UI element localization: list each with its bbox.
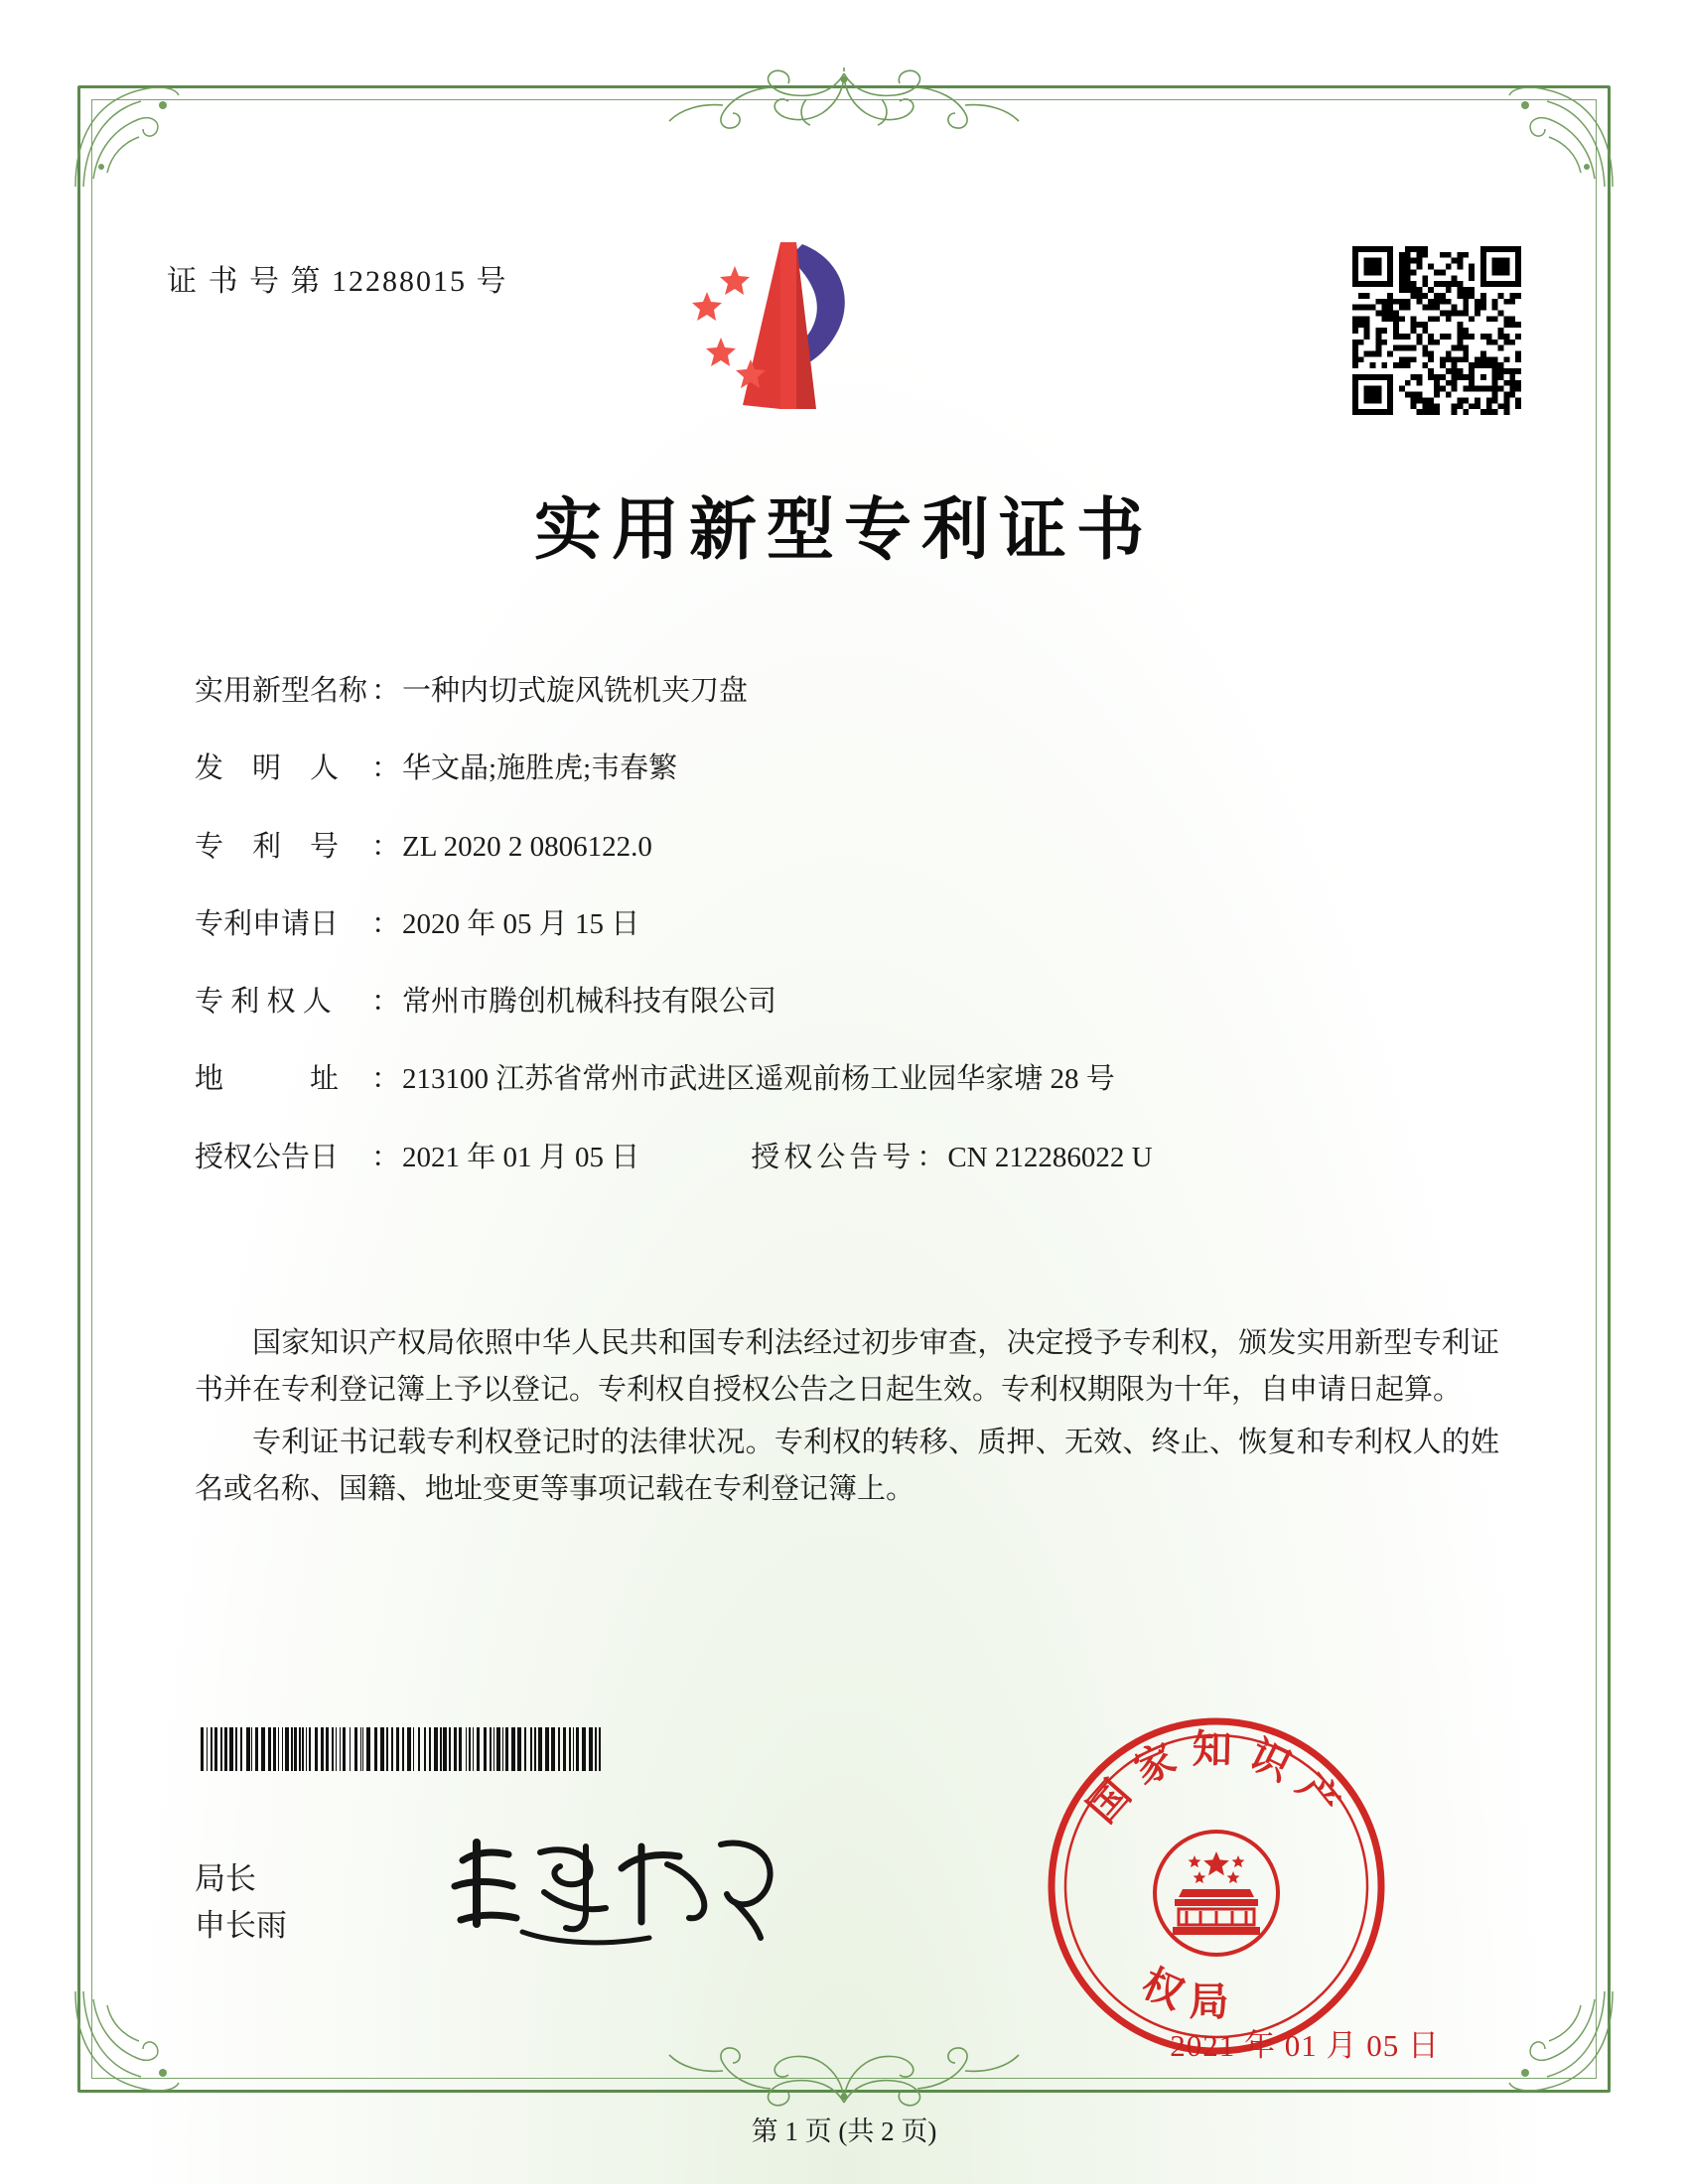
corner-ornament-top-left bbox=[68, 75, 187, 195]
paragraph-grant: 国家知识产权局依照中华人民共和国专利法经过初步审查，决定授予专利权，颁发实用新型专利证书并在专利登记簿上予以登记。专利权自授权公告之日起生效。专利权期限为十年，自申请日起算。 bbox=[195, 1327, 1499, 1406]
director-title: 局长 bbox=[195, 1861, 256, 1896]
field-label: 地 址 bbox=[195, 1063, 340, 1096]
field-label: 专 利 号 bbox=[195, 830, 340, 863]
director-name: 申长雨 bbox=[195, 1907, 287, 1943]
field-value: 2021 年 01 月 05 日 bbox=[402, 1141, 640, 1173]
field-label: 实用新型名称 bbox=[195, 675, 368, 707]
seal-date: 2021 年 01 月 05 日 bbox=[1170, 2028, 1440, 2063]
corner-ornament-bottom-right bbox=[1501, 1983, 1620, 2103]
official-seal bbox=[1043, 1712, 1390, 2060]
field-utility-model-name bbox=[195, 673, 1509, 709]
field-inventors bbox=[195, 751, 1509, 786]
field-colon: ： bbox=[371, 752, 401, 785]
field-value: 一种内切式旋风铣机夹刀盘 bbox=[402, 675, 749, 707]
field-value: 华文晶;施胜虎;韦春繁 bbox=[402, 752, 678, 785]
field-address bbox=[195, 1061, 1509, 1097]
barcode bbox=[199, 1727, 606, 1771]
svg-text:权局: 权局 bbox=[1135, 1959, 1243, 2026]
field-value: 213100 江苏省常州市武进区遥观前杨工业园华家塘 28 号 bbox=[402, 1063, 1115, 1096]
field-label: 发 明 人 bbox=[195, 752, 340, 785]
field-patentee bbox=[195, 984, 1509, 1020]
top-flourish-ornament bbox=[586, 66, 1102, 135]
field-colon: ： bbox=[371, 1141, 401, 1173]
corner-ornament-bottom-left bbox=[68, 1983, 187, 2103]
legal-text bbox=[195, 1320, 1499, 1519]
field-label: 授权公告日 bbox=[195, 1141, 340, 1173]
svg-text:国家知识产: 国家知识产 bbox=[1078, 1725, 1358, 1837]
field-value: 2020 年 05 月 15 日 bbox=[402, 907, 640, 940]
paragraph-registry: 专利证书记载专利权登记时的法律状况。专利权的转移、质押、无效、终止、恢复和专利权人的姓名或名称、国籍、地址变更等事项记载在专利登记簿上。 bbox=[195, 1426, 1499, 1505]
field-label: 专 利 权 人 bbox=[195, 986, 332, 1018]
field-colon: ： bbox=[371, 675, 401, 707]
field-value-secondary: CN 212286022 U bbox=[947, 1141, 1153, 1173]
signature-block bbox=[195, 1856, 287, 1949]
field-colon: ： bbox=[371, 1063, 401, 1096]
certificate-number: 证 书 号 第 12288015 号 bbox=[167, 265, 508, 298]
field-colon: ： bbox=[371, 830, 401, 863]
cnipa-logo-icon bbox=[685, 234, 894, 423]
field-colon-secondary: ： bbox=[916, 1141, 946, 1173]
bottom-flourish-ornament bbox=[586, 2041, 1102, 2111]
field-colon: ： bbox=[371, 907, 401, 940]
corner-ornament-top-right bbox=[1501, 75, 1620, 195]
page-footer: 第 1 页 (共 2 页) bbox=[751, 2116, 937, 2146]
page-title: 实用新型专利证书 bbox=[533, 490, 1154, 570]
handwritten-signature-icon bbox=[437, 1817, 794, 1956]
field-label: 专利申请日 bbox=[195, 907, 340, 940]
field-label-secondary: 授权公告号 bbox=[751, 1141, 915, 1173]
field-colon: ： bbox=[371, 986, 401, 1018]
field-list bbox=[195, 673, 1509, 1217]
qr-code-icon bbox=[1352, 246, 1521, 415]
field-grant-announcement bbox=[195, 1140, 1509, 1175]
field-value: 常州市腾创机械科技有限公司 bbox=[402, 986, 777, 1018]
field-value: ZL 2020 2 0806122.0 bbox=[402, 830, 652, 863]
field-application-date bbox=[195, 906, 1509, 942]
grant-number-group bbox=[751, 1140, 1152, 1175]
field-patent-number bbox=[195, 829, 1509, 865]
